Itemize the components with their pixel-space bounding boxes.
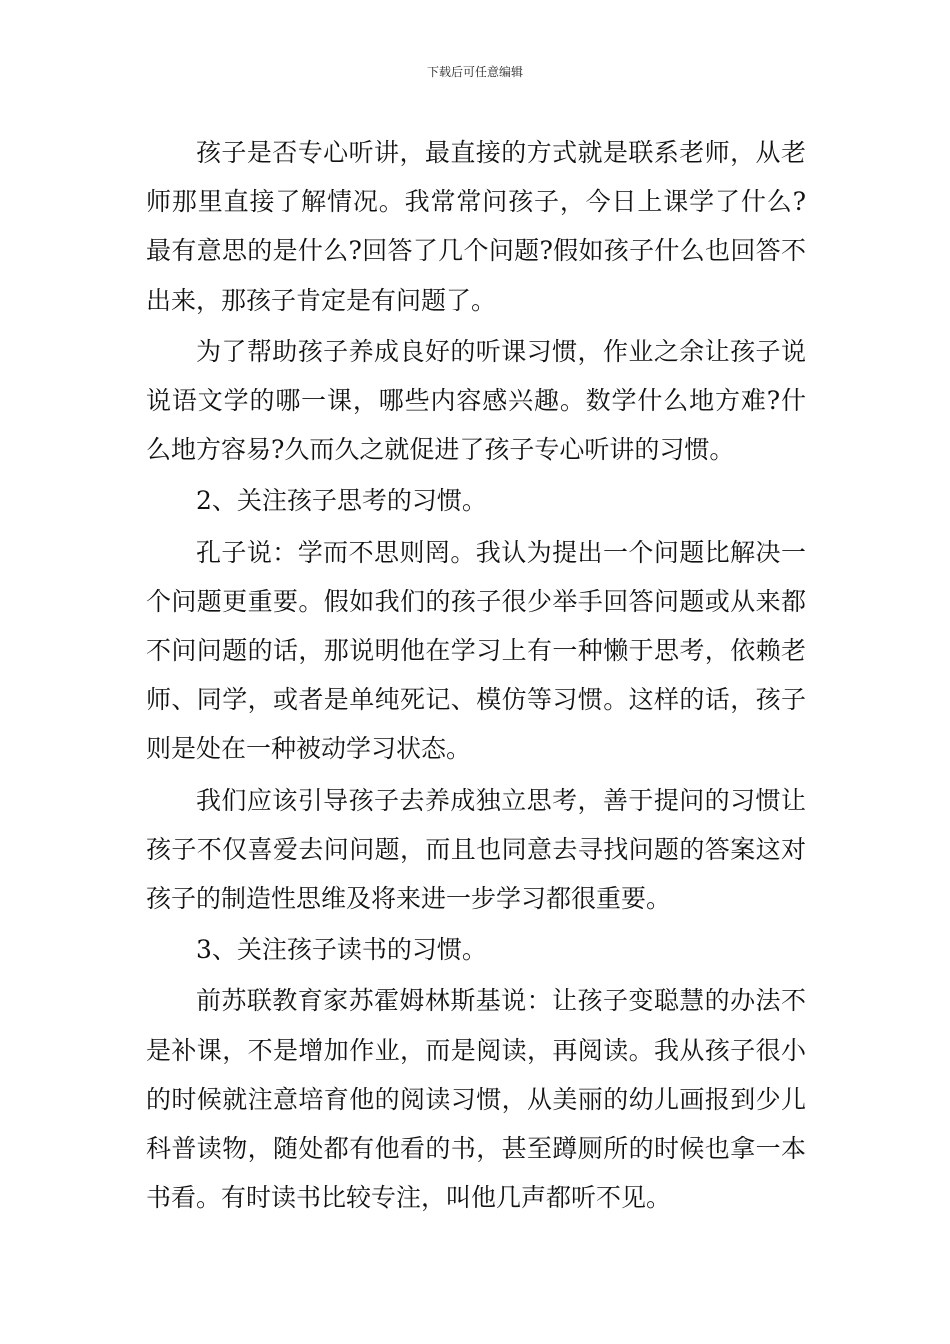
section-heading-reading-habit: 3、关注孩子读书的习惯。: [196, 935, 487, 965]
section-heading-thinking-habit: 2、关注孩子思考的习惯。: [196, 486, 487, 516]
paragraph-reading-sukhomlinsky: 前苏联教育家苏霍姆林斯基说：让孩子变聪慧的办法不是补课，不是增加作业，而是阅读，再阅读。我从孩子很小的时候就注意培育他的阅读习惯，从美丽的幼儿画报到少儿科普读物，随处都有他看的书，甚至蹲厕所的时候也拿一本书看。有时读书比较专注，叫他几声都听不见。: [146, 986, 806, 1213]
paragraph-listening-contact-teacher: 孩子是否专心听讲，最直接的方式就是联系老师，从老师那里直接了解情况。我常常问孩子，今日上课学了什么?最有意思的是什么?回答了几个问题?假如孩子什么也回答不出来，那孩子肯定是有问题了。: [146, 138, 806, 315]
paragraph-listening-habit: 为了帮助孩子养成良好的听课习惯，作业之余让孩子说说语文学的哪一课，哪些内容感兴趣。数学什么地方难?什么地方容易?久而久之就促进了孩子专心听讲的习惯。: [146, 336, 806, 465]
page-header-note: 下载后可任意编辑: [426, 65, 523, 79]
paragraph-independent-thinking: 我们应该引导孩子去养成独立思考，善于提问的习惯让孩子不仅喜爱去问问题，而且也同意去寻找问题的答案这对孩子的制造性思维及将来进一步学习都很重要。: [146, 785, 806, 914]
paragraph-confucius-quote: 孔子说：学而不思则罔。我认为提出一个问题比解决一个问题更重要。假如我们的孩子很少举手回答问题或从来都不问问题的话，那说明他在学习上有一种懒于思考，依赖老师、同学，或者是单纯死记、模仿等习惯。这样的话，孩子则是处在一种被动学习状态。: [146, 537, 806, 764]
document-body: [146, 128, 806, 1222]
